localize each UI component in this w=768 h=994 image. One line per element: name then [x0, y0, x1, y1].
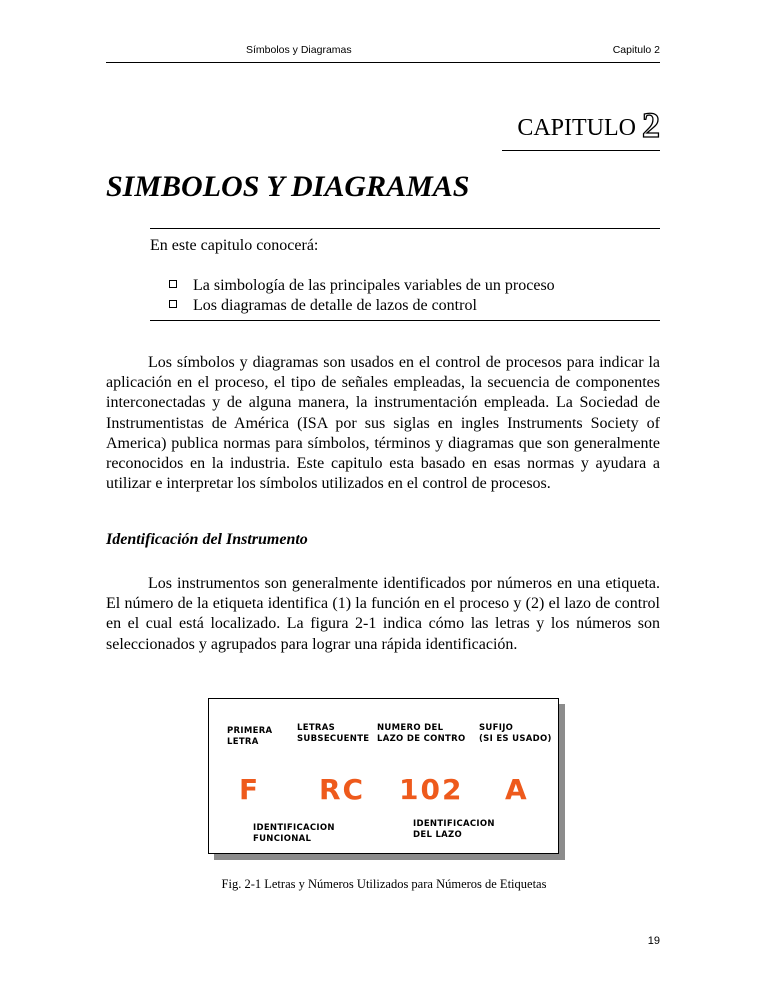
bullet-text: La simbología de las principales variables de un proceso: [193, 277, 555, 294]
paragraph-text: Los instrumentos son generalmente identificados por números en una etiqueta. El número de la etiqueta identifica (1) la función en el proceso y (2) el lazo de control en el cual está localizado. La figura 2-1 indica cómo las letras y los números son seleccionados y agrupados para lograr una rápida identificación.: [106, 575, 660, 653]
chapter-label: [517, 104, 660, 146]
label-line: FUNCIONAL: [253, 834, 312, 844]
paragraph-identification: [106, 574, 660, 655]
tag-first-letter: F: [239, 773, 261, 806]
intro-bullet: [169, 277, 555, 295]
chapter-underline: [502, 150, 660, 151]
label-line: (SI ES USADO): [479, 734, 552, 744]
paragraph-text: Los símbolos y diagramas son usados en el control de procesos para indicar la aplicación en el proceso, el tipo de señales empleadas, la secuencia de componentes interconectadas y de alguna manera, la instrumentación empleada. La Sociedad de Instrumentistas de América (ISA por sus siglas en ingles Instruments Society of America) publica normas para símbolos, términos y diagramas que son generalmente reconocidos en la industria. Este capitulo esta basado en esas normas y ayudara a utilizar e interpretar los símbolos utilizados en el control de procesos.: [106, 354, 660, 493]
label-line: SUBSECUENTE: [297, 734, 370, 744]
label-identificacion-lazo: [413, 819, 495, 841]
bullet-text: Los diagramas de detalle de lazos de control: [193, 297, 477, 314]
label-line: IDENTIFICACION: [413, 819, 495, 829]
tag-loop-number: 102: [399, 773, 464, 806]
running-header-title: Símbolos y Diagramas: [246, 44, 352, 56]
paragraph-intro: [106, 353, 660, 494]
figure-tag-diagram: [208, 698, 559, 854]
label-letras-subsecuente: [297, 723, 369, 745]
label-numero-lazo: [377, 723, 466, 745]
label-line: LETRA: [227, 737, 259, 747]
label-line: PRIMERA: [227, 726, 273, 736]
label-line: SUFIJO: [479, 723, 514, 733]
intro-bullet: [169, 297, 477, 315]
page-number: 19: [647, 935, 660, 947]
label-sufijo: [479, 723, 552, 745]
chapter-title: SIMBOLOS Y DIAGRAMAS: [106, 170, 470, 203]
intro-lead: En este capitulo conocerá:: [150, 237, 319, 254]
label-line: LAZO DE CONTRO: [377, 734, 466, 744]
label-line: IDENTIFICACION: [253, 823, 335, 833]
chapter-number: 2: [642, 105, 660, 145]
intro-bottom-rule: [150, 320, 660, 321]
running-header-chapter: Capitulo 2: [612, 44, 660, 56]
checkbox-bullet-icon: [169, 280, 177, 288]
intro-top-rule: [150, 228, 660, 229]
figure-caption: Fig. 2-1 Letras y Números Utilizados para Números de Etiquetas: [221, 877, 547, 891]
label-identificacion-funcional: [253, 823, 335, 845]
label-line: NUMERO DEL: [377, 723, 444, 733]
checkbox-bullet-icon: [169, 300, 177, 308]
header-divider: [106, 62, 660, 63]
label-primera-letra: [227, 726, 272, 748]
label-line: LETRAS: [297, 723, 336, 733]
tag-subsequent-letters: RC: [319, 773, 366, 806]
label-line: DEL LAZO: [413, 830, 463, 840]
section-heading: Identificación del Instrumento: [106, 531, 308, 548]
chapter-word: CAPITULO: [517, 115, 636, 141]
tag-suffix: A: [505, 773, 529, 806]
